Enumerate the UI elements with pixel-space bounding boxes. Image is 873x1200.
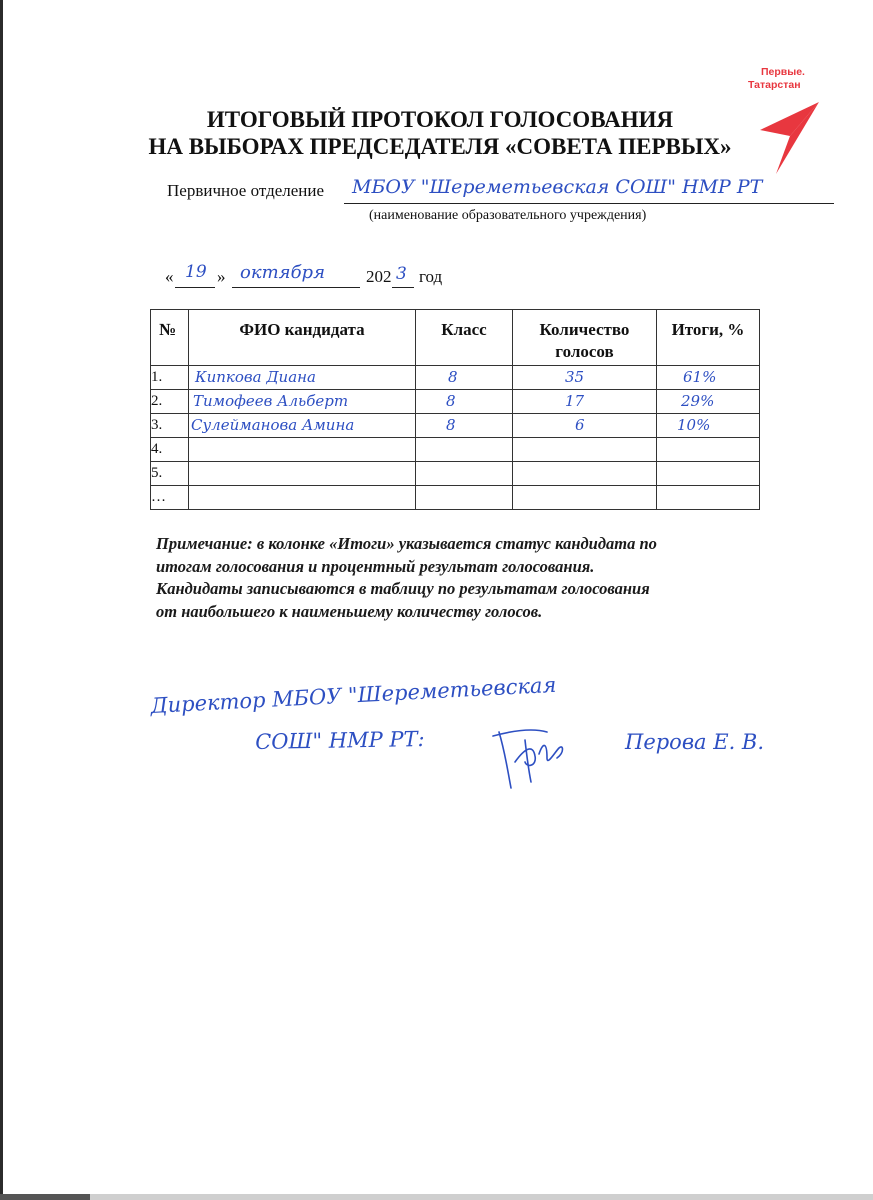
header-grade: Класс: [416, 310, 513, 366]
row-result: 10%: [677, 416, 711, 434]
logo-line1: Первые.: [761, 66, 805, 78]
row-name-cell: [189, 390, 416, 414]
signature-name: Перова Е. В.: [625, 730, 765, 754]
row-votes: 35: [565, 368, 585, 386]
note-line3: Кандидаты записываются в таблицу по результатам голосования: [156, 579, 650, 598]
row-votes-cell: [513, 366, 657, 390]
header-name: ФИО кандидата: [189, 310, 416, 366]
row-name-cell: [189, 438, 416, 462]
date-suffix: год: [419, 267, 443, 286]
table-row: [151, 438, 760, 462]
row-name-cell: [189, 414, 416, 438]
date-month: октября: [240, 262, 325, 283]
row-name-cell: [189, 366, 416, 390]
table-row: [151, 462, 760, 486]
results-table: [150, 309, 760, 510]
row-num: 4.: [151, 438, 189, 462]
signature-line1: Директор МБОУ "Шереметьевская: [150, 672, 557, 718]
row-votes: 17: [565, 392, 585, 410]
row-num: 1.: [151, 366, 189, 390]
date-year-digit: 3: [396, 264, 407, 284]
row-votes: 6: [575, 416, 585, 434]
row-result: 61%: [683, 368, 717, 386]
date-day: 19: [185, 262, 207, 282]
branch-value: МБОУ "Шереметьевская СОШ" НМР РТ: [352, 176, 763, 198]
table-row: [151, 414, 760, 438]
row-grade: 8: [446, 416, 456, 434]
row-result-cell: [657, 438, 760, 462]
signature-line2: СОШ" НМР РТ:: [255, 727, 425, 754]
row-result-cell: [657, 390, 760, 414]
year-underline: [392, 287, 414, 288]
title-line1: ИТОГОВЫЙ ПРОТОКОЛ ГОЛОСОВАНИЯ: [206, 107, 674, 132]
date-year-prefix: 202: [366, 267, 392, 286]
branch-underline: [344, 203, 834, 204]
row-votes-cell: [513, 414, 657, 438]
table-row: [151, 366, 760, 390]
row-votes-cell: [513, 462, 657, 486]
row-name-cell: [189, 486, 416, 510]
branch-label: Первичное отделение: [167, 181, 325, 200]
row-name: Тимофеев Альберт: [193, 392, 349, 410]
table-row: [151, 390, 760, 414]
header-votes: Количество голосов: [513, 310, 657, 366]
scan-edge-left: [0, 0, 3, 1200]
note-line4: от наибольшего к наименьшему количеству голосов.: [156, 601, 543, 621]
row-num: 2.: [151, 390, 189, 414]
row-grade-cell: [416, 438, 513, 462]
row-grade-cell: [416, 390, 513, 414]
date-open-quote: «: [165, 267, 174, 286]
row-result-cell: [657, 462, 760, 486]
row-num: 3.: [151, 414, 189, 438]
row-result: 29%: [681, 392, 715, 410]
title-line2: НА ВЫБОРАХ ПРЕДСЕДАТЕЛЯ «СОВЕТА ПЕРВЫХ»: [148, 134, 732, 159]
month-underline: [232, 287, 360, 288]
row-votes-cell: [513, 438, 657, 462]
scan-edge-bottom: [0, 1194, 873, 1200]
row-num: 5.: [151, 462, 189, 486]
row-name: Сулейманова Амина: [191, 416, 355, 434]
row-grade: 8: [448, 368, 458, 386]
row-name: Кипкова Диана: [195, 368, 316, 386]
header-num: №: [151, 310, 189, 366]
note-line2: итогам голосования и процентный результат голосования.: [156, 556, 595, 576]
row-grade-cell: [416, 414, 513, 438]
header-result: Итоги, %: [657, 310, 760, 366]
row-grade: 8: [446, 392, 456, 410]
pervye-tatarstan-logo: [748, 66, 828, 176]
logo-arrow-icon: [752, 100, 822, 176]
logo-line2: Татарстан: [748, 79, 801, 91]
note-block: [156, 533, 776, 623]
row-grade-cell: [416, 366, 513, 390]
row-result-cell: [657, 366, 760, 390]
row-grade-cell: [416, 486, 513, 510]
date-close-quote: »: [217, 267, 226, 286]
document-title: [120, 106, 760, 160]
row-result-cell: [657, 414, 760, 438]
note-line1: Примечание: в колонке «Итоги» указывается статус кандидата по: [156, 534, 657, 553]
row-result-cell: [657, 486, 760, 510]
row-votes-cell: [513, 390, 657, 414]
branch-caption: (наименование образовательного учреждения): [369, 208, 647, 223]
row-num: …: [151, 486, 189, 510]
row-name-cell: [189, 462, 416, 486]
table-row: [151, 486, 760, 510]
day-underline: [175, 287, 215, 288]
handwritten-signature-icon: [485, 722, 575, 794]
row-grade-cell: [416, 462, 513, 486]
row-votes-cell: [513, 486, 657, 510]
